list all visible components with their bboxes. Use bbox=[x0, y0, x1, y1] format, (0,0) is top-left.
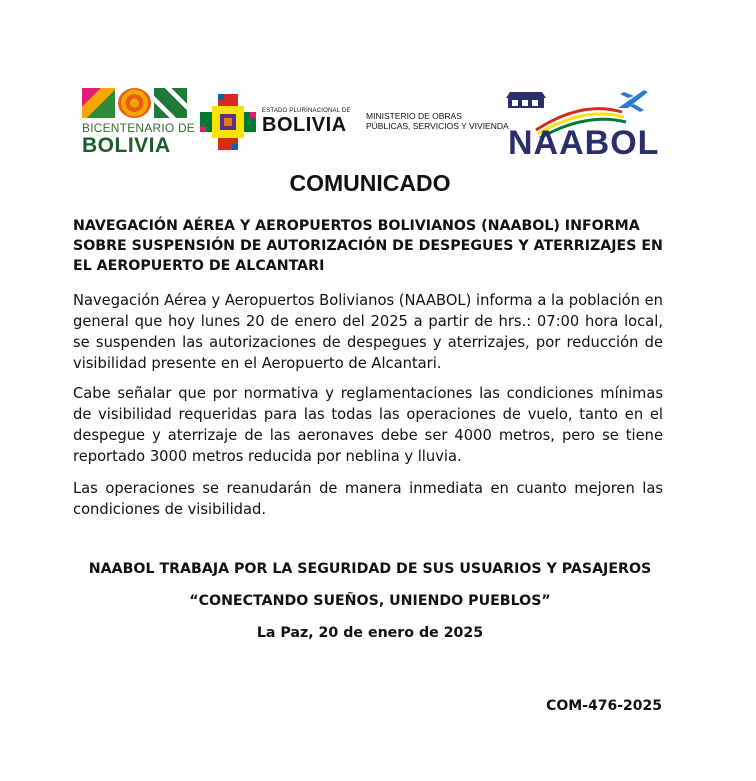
estado-text: ESTADO PLURINACIONAL DE bbox=[262, 108, 351, 114]
bicentenario-text: BICENTENARIO DE bbox=[82, 121, 196, 135]
bicentenario-bolivia-text: BOLIVIA bbox=[82, 134, 171, 157]
chakana-icon bbox=[198, 92, 258, 152]
slogan: “CONECTANDO SUEÑOS, UNIENDO PUEBLOS” bbox=[189, 593, 551, 609]
document-code: COM-476-2025 bbox=[546, 698, 662, 714]
airplane-icon bbox=[618, 90, 648, 112]
paragraph-2: Cabe señalar que por normativa y reglamentaciones las condiciones mínimas de visibilidad requeridas para las todas las operaciones de vuelo, tanto en el despegue y aterrizaje de las aeronaves debe ser 4000 metros, pero se tiene reportado 3000 metros reducida por neblina y lluvia. bbox=[73, 385, 663, 465]
ministerio-line2: PÚBLICAS, SERVICIOS Y VIVIENDA bbox=[366, 121, 509, 131]
ministerio-line1: MINISTERIO DE OBRAS bbox=[366, 111, 462, 121]
bicentenario-logo bbox=[82, 88, 194, 157]
place-date: La Paz, 20 de enero de 2025 bbox=[256, 625, 484, 641]
ministerio-logo bbox=[366, 111, 509, 131]
estado-bolivia-text: BOLIVIA bbox=[262, 114, 347, 136]
bicentenario-spiral-icon bbox=[118, 88, 151, 118]
paragraph-1: Navegación Aérea y Aeropuertos Bolivianos (NAABOL) informa a la población en general que hoy lunes 20 de enero del 2025 a partir de hrs.: 07:00 hora local, se suspenden las autorizaciones de despegues y aterrizajes, por reducción de visibilidad presente en el Aeropuerto de Alcantari. bbox=[73, 292, 663, 372]
naabol-logo bbox=[502, 86, 662, 158]
header-logos bbox=[0, 80, 756, 170]
bicentenario-icons bbox=[82, 88, 194, 118]
paragraph-3: Las operaciones se reanudarán de manera inmediata en cuanto mejoren las condiciones de visibilidad. bbox=[73, 480, 663, 518]
closing-statement: NAABOL TRABAJA POR LA SEGURIDAD DE SUS USUARIOS Y PASAJEROS bbox=[88, 561, 652, 577]
bicentenario-diamond-icon bbox=[154, 88, 187, 118]
document-title: COMUNICADO bbox=[289, 170, 451, 196]
bicentenario-pattern-icon bbox=[82, 88, 115, 118]
naabol-text: NAABOL bbox=[508, 124, 660, 158]
tower-icon bbox=[506, 92, 546, 108]
estado-plurinacional-logo bbox=[198, 92, 358, 152]
document-headline: NAVEGACIÓN AÉREA Y AEROPUERTOS BOLIVIANOS (NAABOL) INFORMA SOBRE SUSPENSIÓN DE AUTORIZACIÓN DE DESPEGUES Y ATERRIZAJES EN EL AEROPUERTO DE ALCANTARI bbox=[73, 218, 663, 274]
